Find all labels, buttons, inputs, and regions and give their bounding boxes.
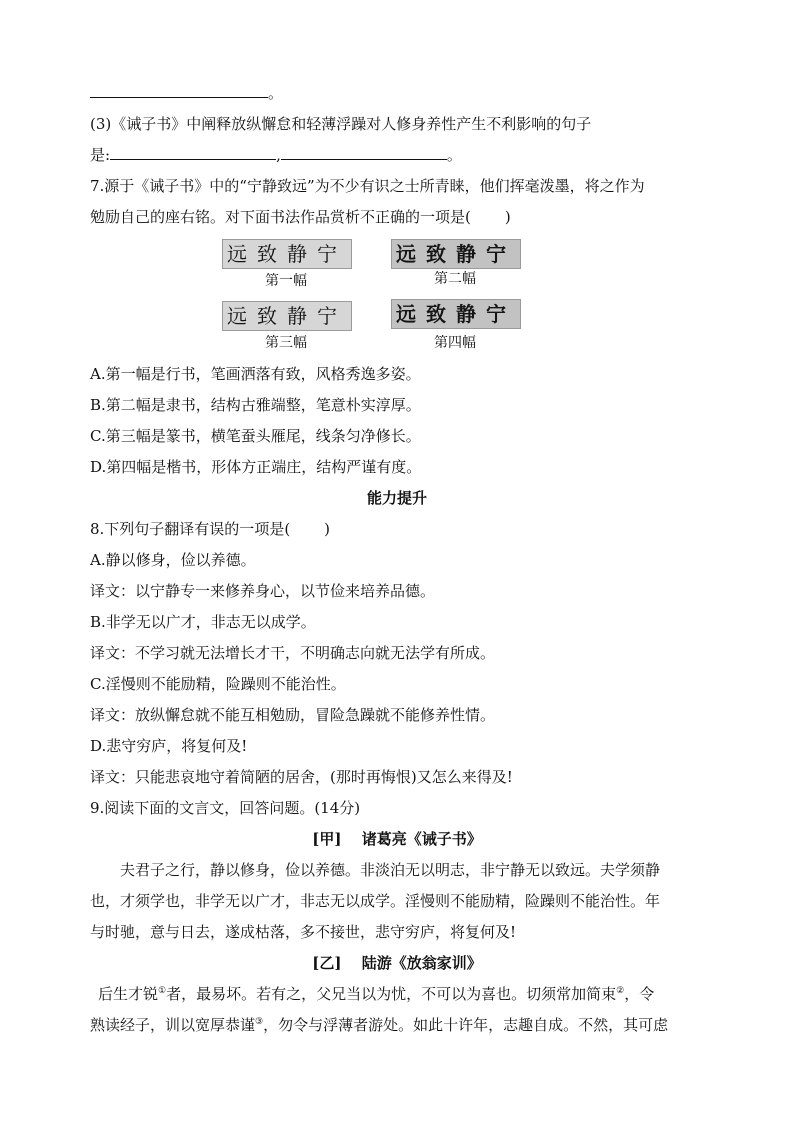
calligraphy-caption-3: 第三幅	[265, 335, 307, 351]
passage-yi-line-2: 熟读经子，训以宽厚恭谨③，勿令与浮薄者游处。如此十许年，志趣自成。不然，其可虑	[90, 1016, 669, 1034]
passage-jia-line-1: 夫君子之行，静以修身，俭以养德。非淡泊无以明志，非宁静无以致远。夫学须静	[120, 861, 661, 879]
q8-option-c-translation: 译文：放纵懈怠就不能互相勉励，冒险急躁就不能修养性情。	[90, 706, 496, 724]
calligraphy-image-4: 远致静宁	[391, 299, 521, 329]
q8-option-d-translation: 译文：只能悲哀地守着简陋的居舍，(那时再悔恨)又怎么来得及!	[90, 768, 513, 786]
q7-option-d: D.第四幅是楷书，形体方正端庄，结构严谨有度。	[90, 458, 422, 476]
answer-blank-1[interactable]	[110, 141, 276, 160]
question-3-text: (3)《诫子书》中阐释放纵懈怠和轻薄浮躁对人修身养性产生不利影响的句子	[90, 115, 592, 133]
q8-option-b: B.非学无以广才，非志无以成学。	[90, 613, 316, 631]
q8-option-a: A.静以修身，俭以养德。	[90, 551, 256, 569]
section-title: 能力提升	[366, 489, 427, 507]
footnote-marker-1: ①	[158, 986, 167, 996]
footnote-marker-2: ②	[616, 986, 625, 996]
passage-jia-line-2: 也，才须学也，非学无以广才，非志无以成学。淫慢则不能励精，险躁则不能治性。年	[90, 892, 661, 910]
question-9-stem: 9.阅读下面的文言文，回答问题。(14分)	[90, 799, 361, 817]
calligraphy-samples	[90, 235, 704, 359]
q7-option-c: C.第三幅是篆书，横笔蚕头雁尾，线条匀净修长。	[90, 427, 421, 445]
q8-option-d: D.悲守穷庐，将复何及!	[90, 737, 248, 755]
answer-blank-2[interactable]	[281, 141, 447, 160]
answer-blank[interactable]	[90, 79, 268, 98]
question-7-stem-1: 7.源于《诫子书》中的“宁静致远”为不少有识之士所青睐，他们挥毫泼墨，将之作为	[90, 177, 645, 195]
calligraphy-image-2: 远致静宁	[391, 239, 521, 269]
calligraphy-caption-1: 第一幅	[265, 273, 307, 289]
q8-option-b-translation: 译文：不学习就无法增长才干，不明确志向就无法学有所成。	[90, 644, 496, 662]
calligraphy-image-3: 远致静宁	[222, 301, 352, 331]
passage-yi-line-1: 后生才锐①者，最易坏。若有之，父兄当以为忧，不可以为喜也。切须常加简束②，令	[98, 985, 655, 1003]
passage-jia-line-3: 与时驰，意与日去，遂成枯落，多不接世，悲守穷庐，将复何及!	[90, 923, 517, 941]
calligraphy-caption-4: 第四幅	[434, 335, 476, 351]
calligraphy-caption-2: 第二幅	[434, 271, 476, 287]
passage-jia-title: [甲] 诸葛亮《诫子书》	[312, 830, 482, 848]
q8-option-a-translation: 译文：以宁静专一来修养身心，以节俭来培养品德。	[90, 582, 436, 600]
q7-option-a: A.第一幅是行书，笔画洒落有致，风格秀逸多姿。	[90, 365, 421, 383]
footnote-marker-3: ③	[255, 1017, 264, 1027]
q8-option-c: C.淫慢则不能励精，险躁则不能治性。	[90, 675, 346, 693]
question-3-answer-line: 是: , 。	[90, 140, 704, 171]
question-7-stem-2: 勉励自己的座右铭。对下面书法作品赏析不正确的一项是( )	[90, 208, 511, 226]
q7-option-b: B.第二幅是隶书，结构古雅端整，笔意朴实淳厚。	[90, 396, 421, 414]
calligraphy-image-1: 远致静宁	[222, 239, 352, 269]
question-8-stem: 8.下列句子翻译有误的一项是( )	[90, 520, 331, 538]
document-page	[90, 78, 704, 1041]
passage-yi-title: [乙] 陆游《放翁家训》	[312, 954, 482, 972]
answer-line-prev: 。	[90, 78, 704, 109]
